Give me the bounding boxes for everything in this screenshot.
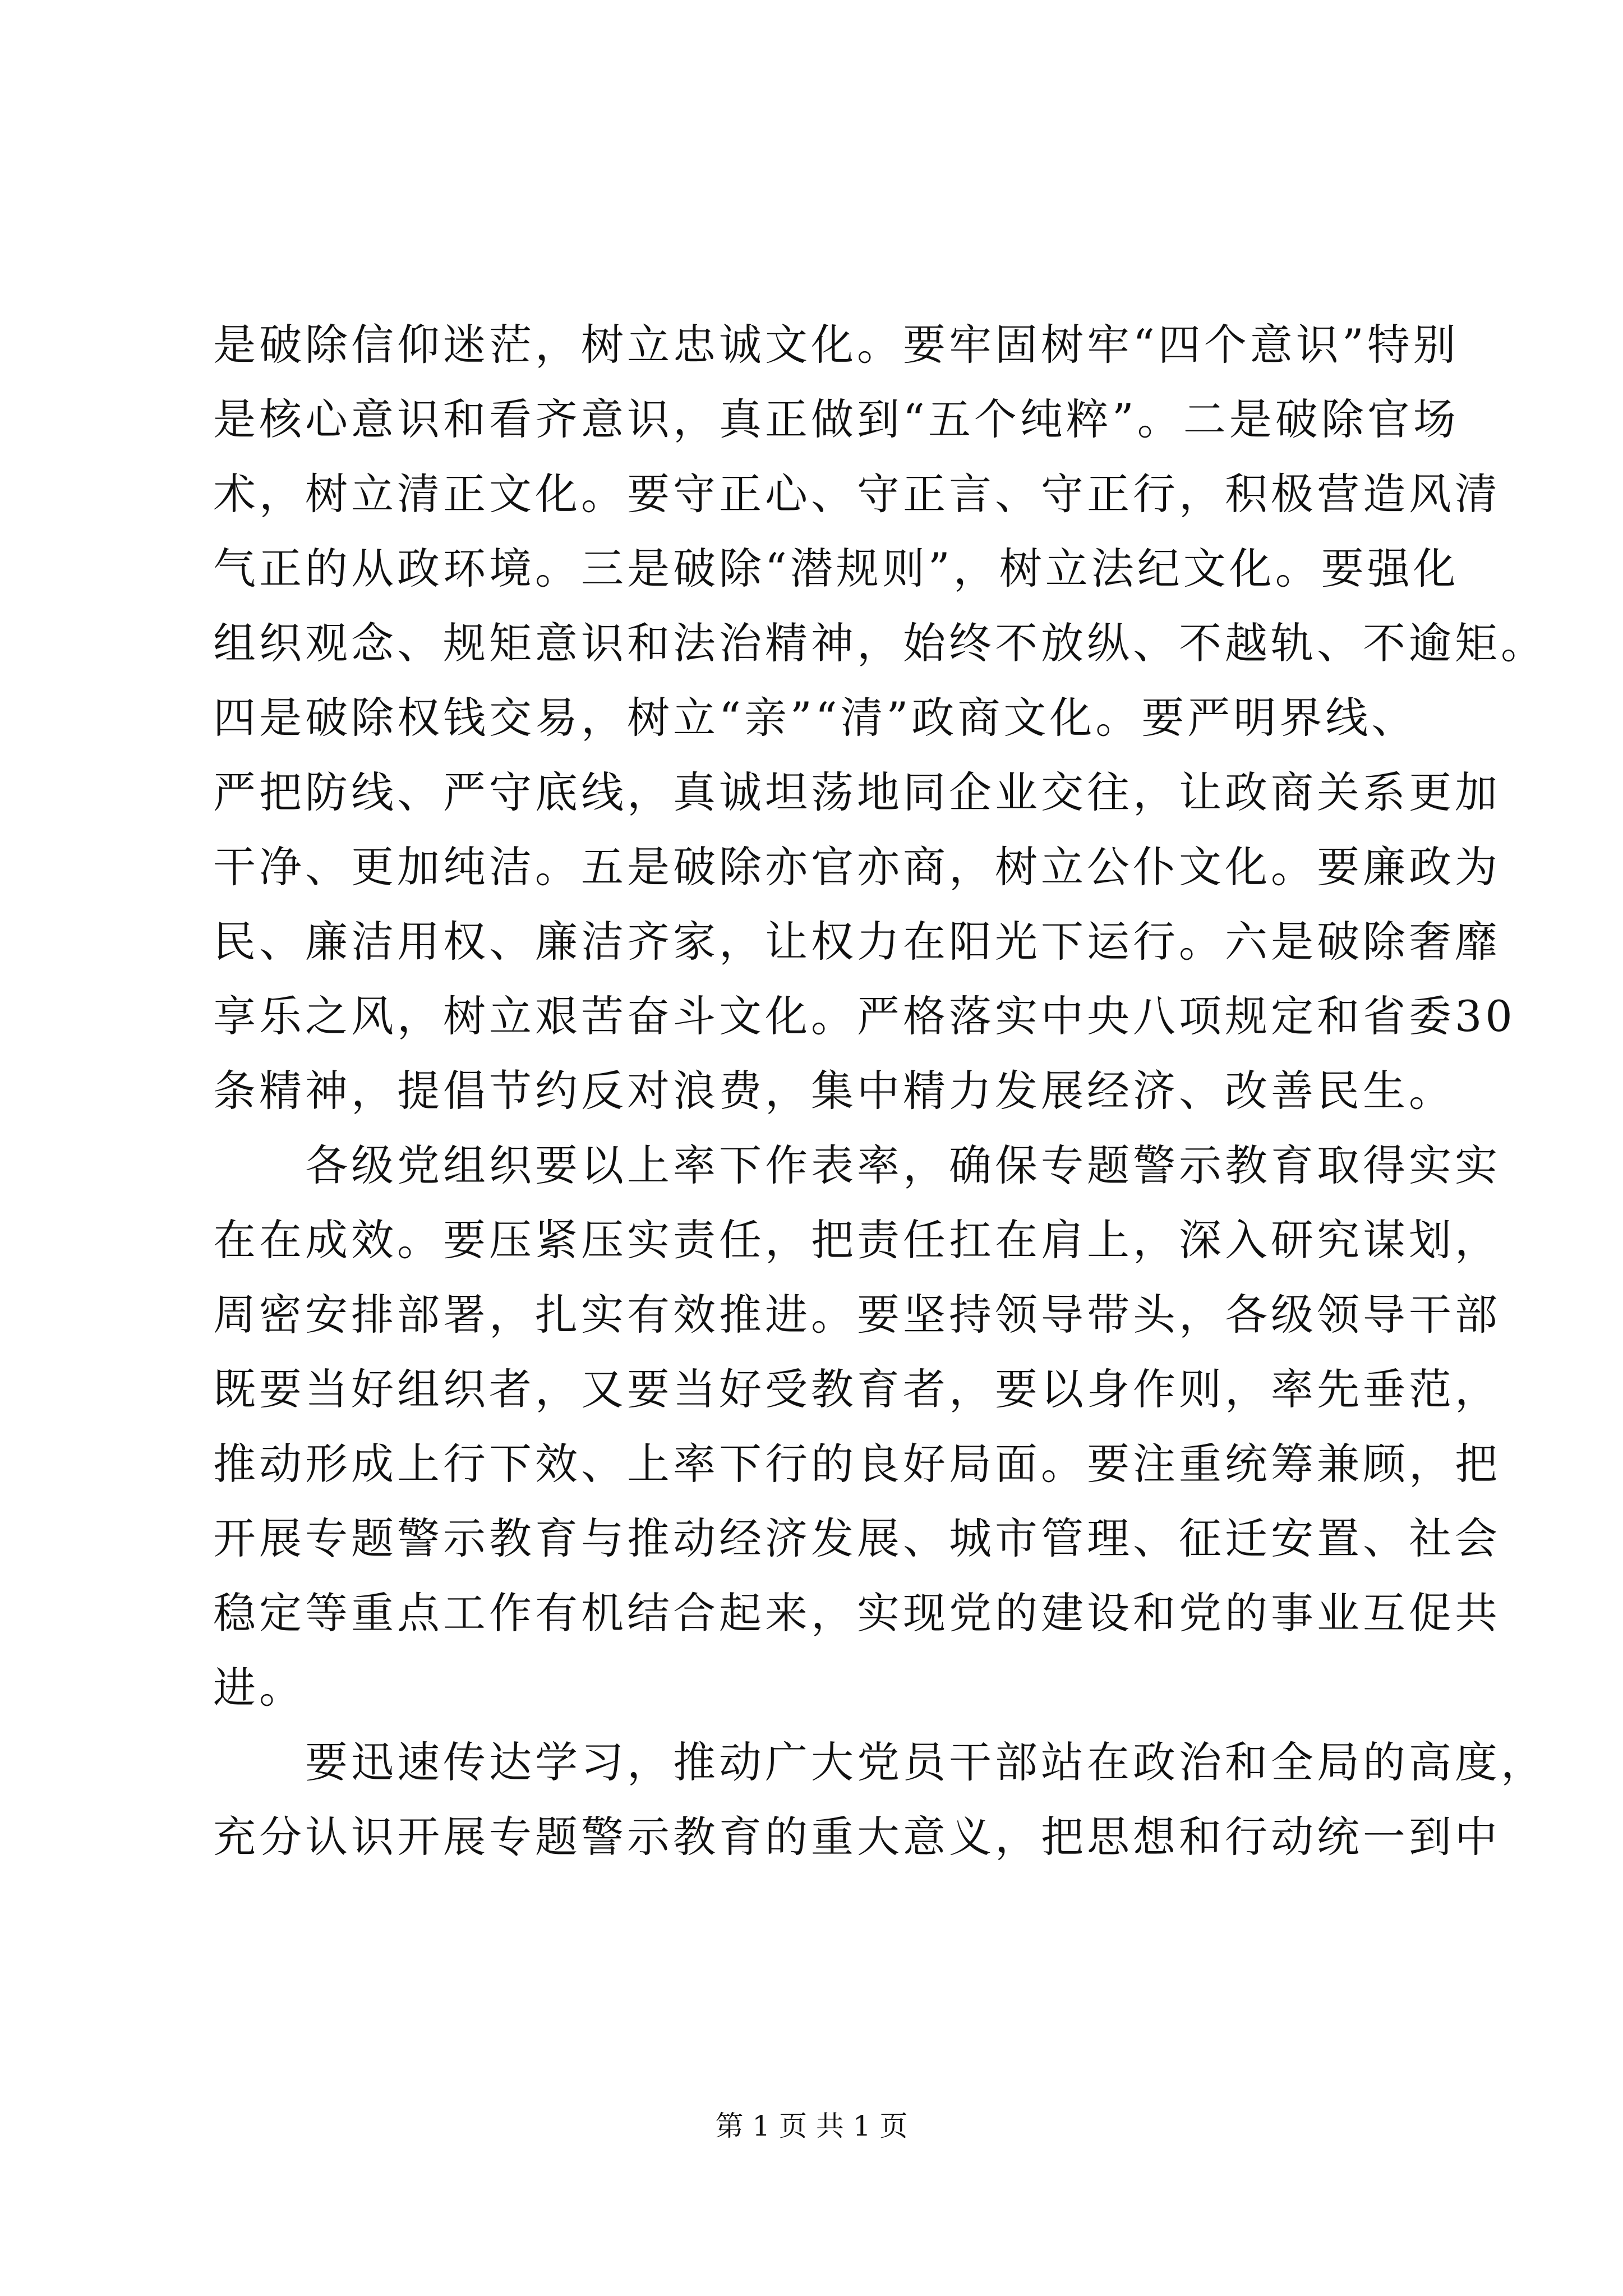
- text-line-14: 周密安排部署，扎实有效推进。要坚持领导带头，各级领导干部: [213, 1290, 1501, 1340]
- text-line-4: 气正的从政环境。三是破除“潜规则”，树立法纪文化。要强化: [213, 544, 1459, 593]
- text-line-11: 条精神，提倡节约反对浪费，集中精力发展经济、改善民生。: [213, 1066, 1455, 1116]
- text-line-20: 要迅速传达学习，推动广大党员干部站在政治和全局的高度，: [213, 1737, 1547, 1787]
- text-line-12: 各级党组织要以上率下作表率，确保专题警示教育取得实实: [213, 1140, 1501, 1190]
- page-number-footer: 第 1 页 共 1 页: [715, 2110, 908, 2142]
- text-line-16: 推动形成上行下效、上率下行的良好局面。要注重统筹兼顾，把: [213, 1439, 1501, 1489]
- text-line-5: 组织观念、规矩意识和法治精神，始终不放纵、不越轨、不逾矩。: [213, 618, 1547, 668]
- text-line-17: 开展专题警示教育与推动经济发展、城市管理、征迁安置、社会: [213, 1513, 1501, 1563]
- text-line-10: 享乐之风，树立艰苦奋斗文化。严格落实中央八项规定和省委30: [213, 991, 1516, 1041]
- text-line-6: 四是破除权钱交易，树立“亲”“清”政商文化。要严明界线、: [213, 693, 1418, 743]
- text-line-21: 充分认识开展专题警示教育的重大意义，把思想和行动统一到中: [213, 1812, 1501, 1862]
- text-line-19: 进。: [213, 1663, 305, 1713]
- text-line-18: 稳定等重点工作有机结合起来，实现党的建设和党的事业互促共: [213, 1588, 1501, 1638]
- text-line-15: 既要当好组织者，又要当好受教育者，要以身作则，率先垂范，: [213, 1364, 1501, 1414]
- document-body: [213, 307, 1547, 1874]
- text-line-2: 是核心意识和看齐意识，真正做到“五个纯粹”。二是破除官场: [213, 394, 1459, 444]
- text-line-8: 干净、更加纯洁。五是破除亦官亦商，树立公仆文化。要廉政为: [213, 842, 1501, 892]
- text-line-9: 民、廉洁用权、廉洁齐家，让权力在阳光下运行。六是破除奢靡: [213, 917, 1501, 967]
- text-line-3: 术，树立清正文化。要守正心、守正言、守正行，积极营造风清: [213, 469, 1501, 519]
- text-line-1: 是破除信仰迷茫，树立忠诚文化。要牢固树牢“四个意识”特别: [213, 320, 1459, 370]
- text-line-13: 在在成效。要压紧压实责任，把责任扛在肩上，深入研究谋划，: [213, 1215, 1501, 1265]
- text-line-7: 严把防线、严守底线，真诚坦荡地同企业交往，让政商关系更加: [213, 767, 1501, 817]
